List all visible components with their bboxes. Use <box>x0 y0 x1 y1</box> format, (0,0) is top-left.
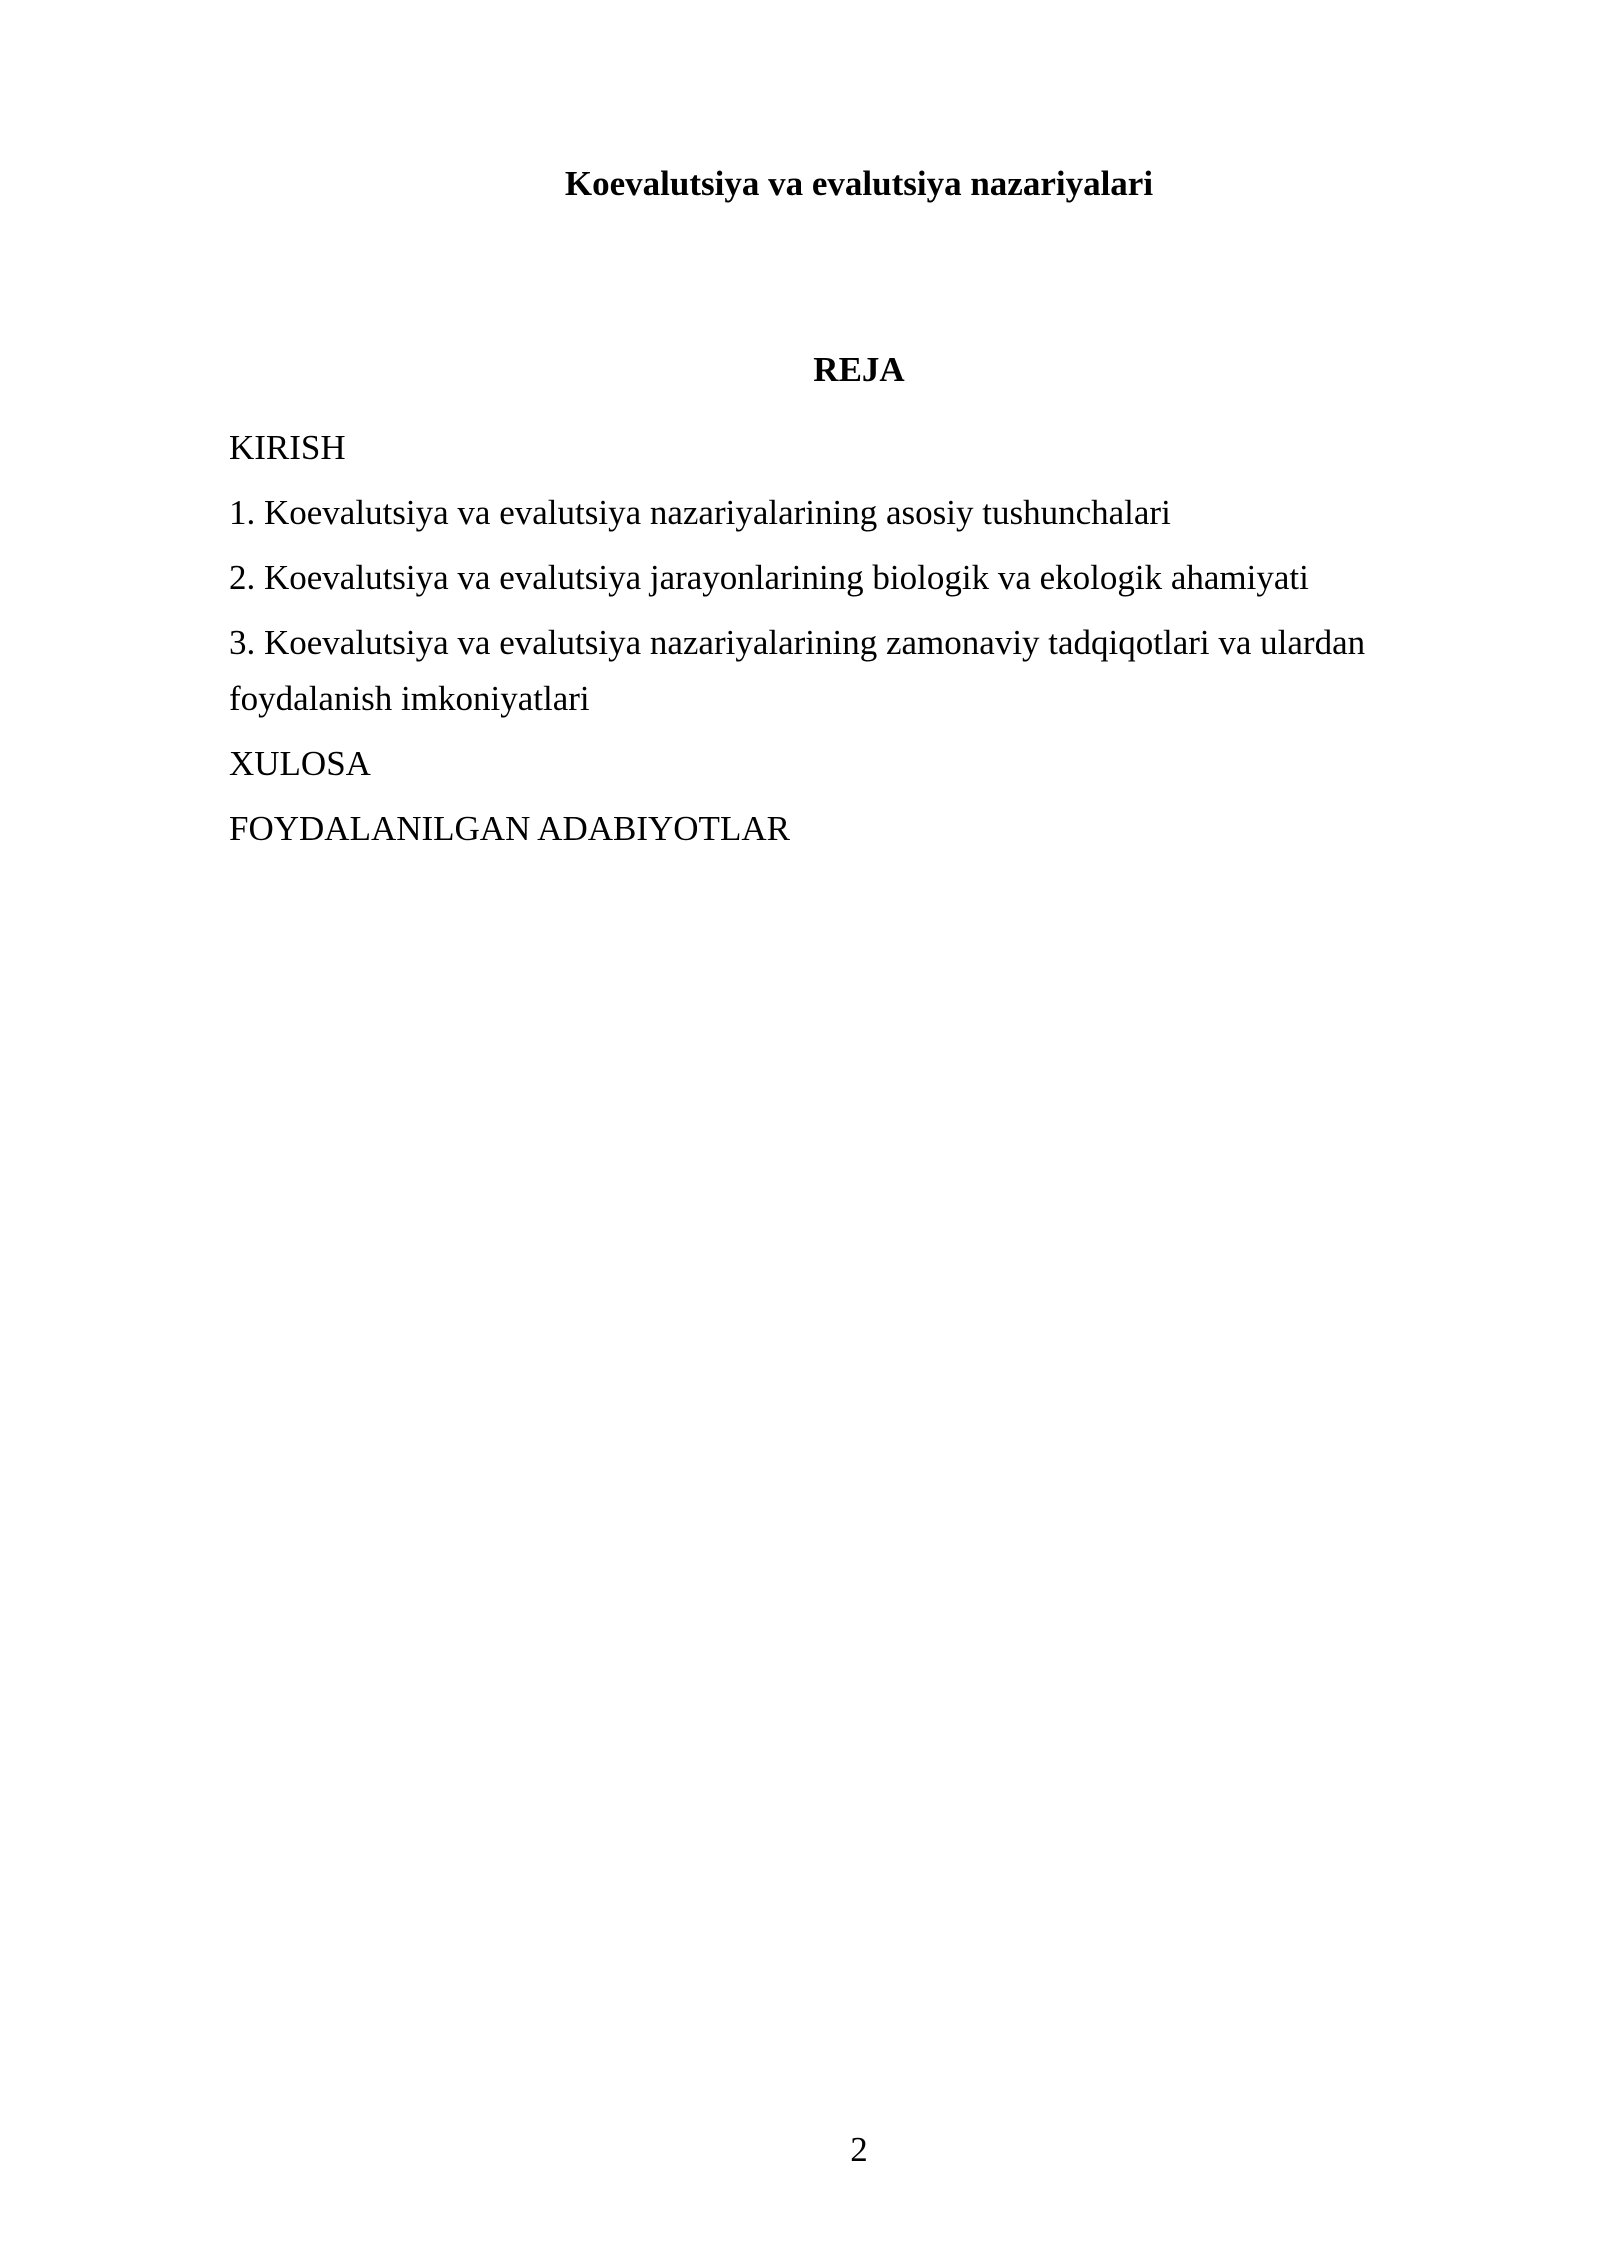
plan-item-1: 1. Koevalutsiya va evalutsiya nazariyalarining asosiy tushunchalari <box>229 493 1171 532</box>
plan-item-3: 3. Koevalutsiya va evalutsiya nazariyalarining zamonaviy tadqiqotlari va ulardan foydalanish imkoniyatlari <box>229 623 1366 718</box>
plan-list <box>229 420 1479 866</box>
document-title: Koevalutsiya va evalutsiya nazariyalari <box>564 164 1154 203</box>
plan-item-introduction: KIRISH <box>229 428 346 467</box>
page-number: 2 <box>850 2130 868 2169</box>
plan-item-conclusion: XULOSA <box>229 744 371 783</box>
plan-item-references: FOYDALANILGAN ADABIYOTLAR <box>229 809 790 848</box>
plan-heading: REJA <box>813 350 905 389</box>
plan-item-2: 2. Koevalutsiya va evalutsiya jarayonlarining biologik va ekologik ahamiyati <box>229 558 1309 597</box>
